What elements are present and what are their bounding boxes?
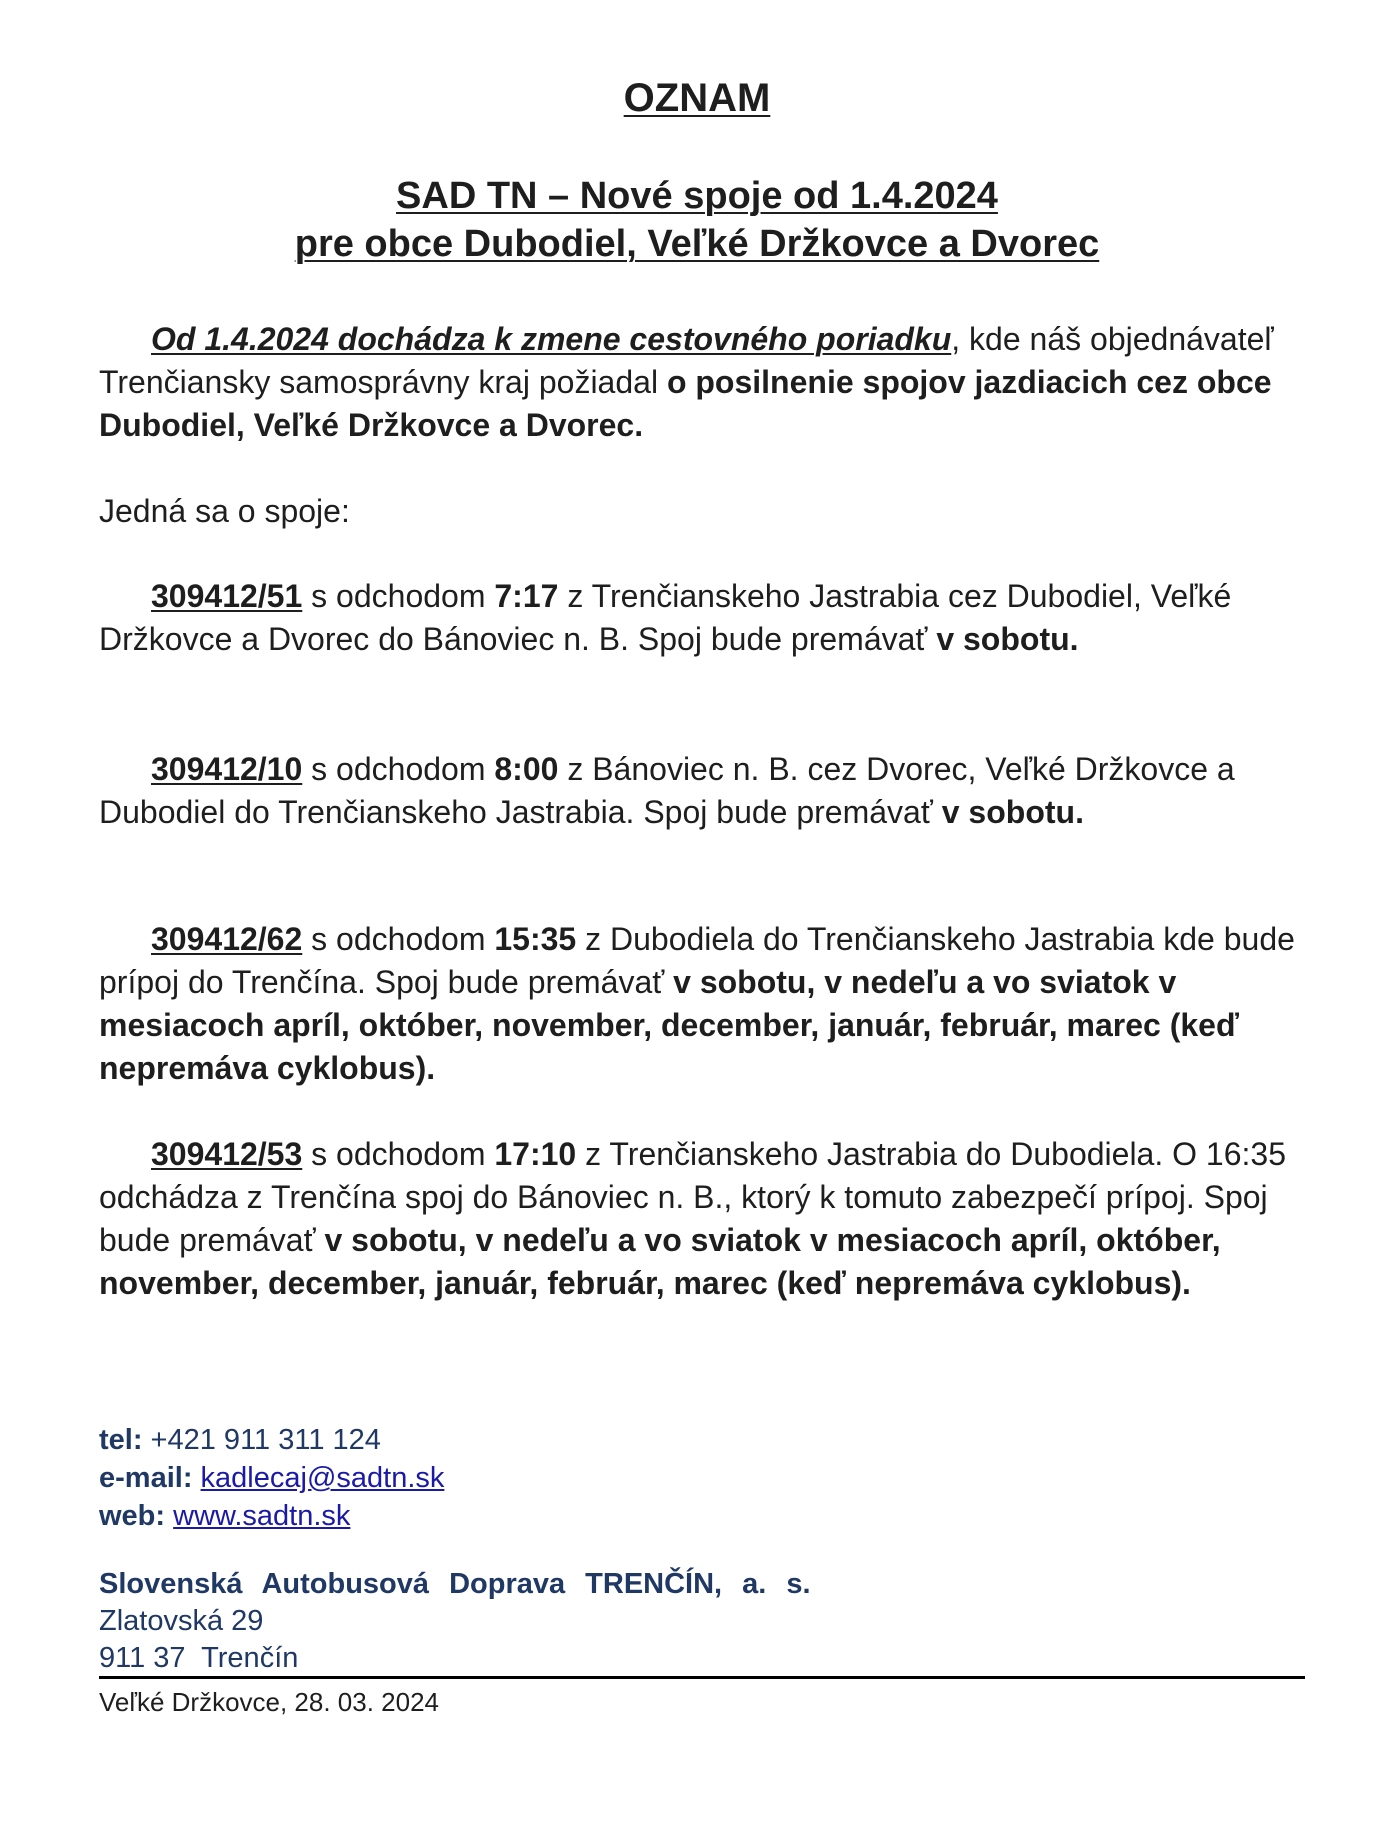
- company-name: Slovenská Autobusová Doprava TRENČÍN, a. s.: [99, 1568, 811, 1600]
- email-link[interactable]: kadlecaj@sadtn.sk: [200, 1462, 445, 1494]
- connection-number: 309412/53: [151, 1136, 303, 1172]
- contact-email: [99, 1459, 444, 1497]
- web-label: web:: [99, 1500, 166, 1532]
- subtitle-line-1: SAD TN – Nové spoje od 1.4.2024: [396, 175, 998, 217]
- connection-text: s odchodom: [302, 578, 495, 614]
- connection-time: 15:35: [494, 921, 577, 957]
- connection-number: 309412/10: [151, 751, 303, 787]
- connection-days: v sobotu, v nedeľu a vo sviatok v mesiacoch apríl, október, november, december, január, február, marec (keď nepremáva cyklobus).: [99, 1222, 1221, 1301]
- connection-time: 7:17: [494, 578, 559, 614]
- web-link[interactable]: www.sadtn.sk: [173, 1500, 351, 1532]
- connection-text: s odchodom: [302, 751, 495, 787]
- connection-days: v sobotu.: [941, 794, 1084, 830]
- company-block: [99, 1566, 811, 1677]
- connection-route: z Trenčianskeho Jastrabia cez Dubodiel, Veľké Držkovce a Dvorec do Bánoviec n. B. Spoj bude premávať: [99, 578, 1232, 657]
- intro-bold: o posilnenie spojov jazdiacich cez obce Dubodiel, Veľké Držkovce a Dvorec.: [99, 364, 1272, 443]
- connection-route: z Dubodiela do Trenčianskeho Jastrabia kde bude prípoj do Trenčína. Spoj bude premávať: [99, 921, 1295, 1000]
- connection-route: z Bánoviec n. B. cez Dvorec, Veľké Držkovce a Dubodiel do Trenčianskeho Jastrabia. Spoj bude premávať: [99, 751, 1235, 830]
- intro-emphasis: Od 1.4.2024 dochádza k zmene cestovného poriadku: [151, 321, 952, 357]
- connection-item: [99, 748, 1319, 834]
- email-label: e-mail:: [99, 1462, 193, 1494]
- subtitle-line-2: pre obce Dubodiel, Veľké Držkovce a Dvorec: [294, 223, 1100, 265]
- contact-block: [99, 1421, 444, 1535]
- connection-days: v sobotu.: [936, 621, 1079, 657]
- page-title: OZNAM: [623, 76, 771, 120]
- tel-label: tel:: [99, 1424, 143, 1456]
- list-intro: Jedná sa o spoje:: [99, 493, 350, 529]
- footer-date: Veľké Držkovce, 28. 03. 2024: [99, 1687, 440, 1717]
- connection-text: s odchodom: [302, 1136, 495, 1172]
- connection-days: v sobotu, v nedeľu a vo sviatok v mesiacoch apríl, október, november, december, január, február, marec (keď nepremáva cyklobus).: [99, 964, 1239, 1086]
- company-street: Zlatovská 29: [99, 1605, 264, 1637]
- company-city: 911 37 Trenčín: [99, 1642, 299, 1674]
- intro-text: , kde náš objednávateľ Trenčiansky samosprávny kraj požiadal: [99, 321, 1274, 400]
- contact-web: [99, 1497, 444, 1535]
- connection-number: 309412/51: [151, 578, 303, 614]
- connection-time: 8:00: [494, 751, 559, 787]
- connection-item: [99, 918, 1319, 1090]
- connection-number: 309412/62: [151, 921, 303, 957]
- connection-text: s odchodom: [302, 921, 495, 957]
- page-subtitle: [0, 172, 1394, 268]
- connection-item: [99, 575, 1319, 661]
- connection-item: [99, 1133, 1319, 1305]
- connection-time: 17:10: [494, 1136, 577, 1172]
- contact-tel: [99, 1421, 444, 1459]
- tel-value: +421 911 311 124: [142, 1424, 381, 1456]
- intro-paragraph: [99, 318, 1319, 447]
- connection-route: z Trenčianskeho Jastrabia do Dubodiela. O 16:35 odchádza z Trenčína spoj do Bánoviec n. B., ktorý k tomuto zabezpečí prípoj. Spoj bude premávať: [99, 1136, 1286, 1258]
- footer-divider: [99, 1676, 1305, 1679]
